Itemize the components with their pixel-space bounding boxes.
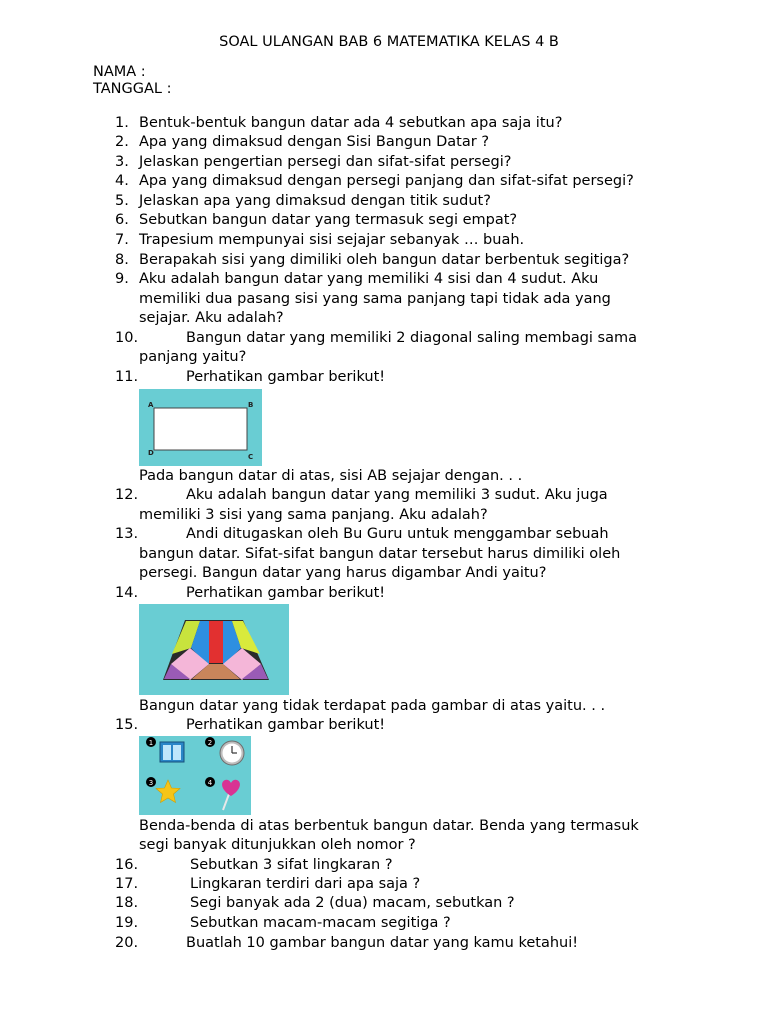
question-text: bangun datar. Sifat-sifat bangun datar tersebut harus dimiliki oleh [139, 546, 621, 562]
question-text: panjang yaitu? [139, 349, 247, 365]
question-number: 6. [115, 212, 129, 228]
question-text: Andi ditugaskan oleh Bu Guru untuk menggambar sebuah [186, 526, 609, 542]
question-followup: Benda-benda di atas berbentuk bangun datar. Benda yang termasuk [139, 818, 639, 834]
rectangle-shape [154, 408, 247, 450]
question-number: 9. [115, 271, 129, 287]
question-text: Segi banyak ada 2 (dua) macam, sebutkan ? [190, 895, 515, 911]
question-number: 2. [115, 134, 129, 150]
question-text: Sebutkan 3 sifat lingkaran ? [190, 857, 393, 873]
question-number: 20. [115, 935, 139, 951]
question-number: 15. [115, 717, 139, 733]
question-text: Jelaskan pengertian persegi dan sifat-sifat persegi? [139, 154, 512, 170]
number-label: 1 [148, 739, 154, 747]
question-number: 4. [115, 173, 129, 189]
question-number: 1. [115, 115, 129, 131]
question-number: 16. [115, 857, 139, 873]
star-icon [156, 780, 180, 803]
trapezoid-figure [139, 604, 289, 695]
question-text: Sebutkan bangun datar yang termasuk segi empat? [139, 212, 518, 228]
corner-label-d: D [148, 449, 154, 457]
question-text: Apa yang dimaksud dengan Sisi Bangun Datar ? [139, 134, 490, 150]
question-text: Buatlah 10 gambar bangun datar yang kamu ketahui! [186, 935, 579, 951]
book-icon [160, 742, 184, 762]
question-text: Aku adalah bangun datar yang memiliki 4 sisi dan 4 sudut. Aku [139, 271, 599, 287]
question-number: 14. [115, 585, 139, 601]
question-text: Trapesium mempunyai sisi sejajar sebanyak … buah. [139, 232, 525, 248]
question-text: sejajar. Aku adalah? [139, 310, 284, 326]
question-number: 12. [115, 487, 139, 503]
corner-label-b: B [248, 401, 254, 409]
rectangle-figure [139, 389, 262, 466]
tanggal-label: TANGGAL : [93, 81, 172, 97]
question-number: 5. [115, 193, 129, 209]
question-number: 19. [115, 915, 139, 931]
rectangle-red [209, 621, 223, 663]
question-text: Jelaskan apa yang dimaksud dengan titik sudut? [139, 193, 491, 209]
question-text: Perhatikan gambar berikut! [186, 585, 386, 601]
question-text: Perhatikan gambar berikut! [186, 717, 386, 733]
question-text: Aku adalah bangun datar yang memiliki 3 sudut. Aku juga [186, 487, 608, 503]
question-number: 17. [115, 876, 139, 892]
question-text: memiliki dua pasang sisi yang sama panjang tapi tidak ada yang [139, 291, 611, 307]
number-label: 4 [207, 779, 213, 787]
question-number: 8. [115, 252, 129, 268]
objects-figure [139, 736, 251, 815]
corner-label-a: A [148, 401, 154, 409]
heart-lollipop-icon [222, 780, 240, 810]
question-text: Bangun datar yang memiliki 2 diagonal saling membagi sama [186, 330, 638, 346]
question-followup: Bangun datar yang tidak terdapat pada gambar di atas yaitu. . . [139, 698, 606, 714]
page-title: SOAL ULANGAN BAB 6 MATEMATIKA KELAS 4 B [219, 34, 559, 50]
question-text: Lingkaran terdiri dari apa saja ? [190, 876, 421, 892]
question-number: 11. [115, 369, 139, 385]
question-text: Bentuk-bentuk bangun datar ada 4 sebutkan apa saja itu? [139, 115, 563, 131]
question-text: Apa yang dimaksud dengan persegi panjang dan sifat-sifat persegi? [139, 173, 634, 189]
question-followup: Pada bangun datar di atas, sisi AB sejajar dengan. . . [139, 468, 523, 484]
question-text: persegi. Bangun datar yang harus digambar Andi yaitu? [139, 565, 547, 581]
question-text: Sebutkan macam-macam segitiga ? [190, 915, 451, 931]
number-label: 3 [148, 779, 154, 787]
question-number: 7. [115, 232, 129, 248]
question-text: Berapakah sisi yang dimiliki oleh bangun datar berbentuk segitiga? [139, 252, 630, 268]
number-label: 2 [207, 739, 213, 747]
nama-label: NAMA : [93, 64, 146, 80]
clock-icon [220, 741, 244, 765]
question-number: 10. [115, 330, 139, 346]
question-number: 18. [115, 895, 139, 911]
question-text: memiliki 3 sisi yang sama panjang. Aku adalah? [139, 507, 488, 523]
question-number: 13. [115, 526, 139, 542]
corner-label-c: C [248, 453, 254, 461]
question-text: Perhatikan gambar berikut! [186, 369, 386, 385]
question-followup: segi banyak ditunjukkan oleh nomor ? [139, 837, 416, 853]
question-number: 3. [115, 154, 129, 170]
